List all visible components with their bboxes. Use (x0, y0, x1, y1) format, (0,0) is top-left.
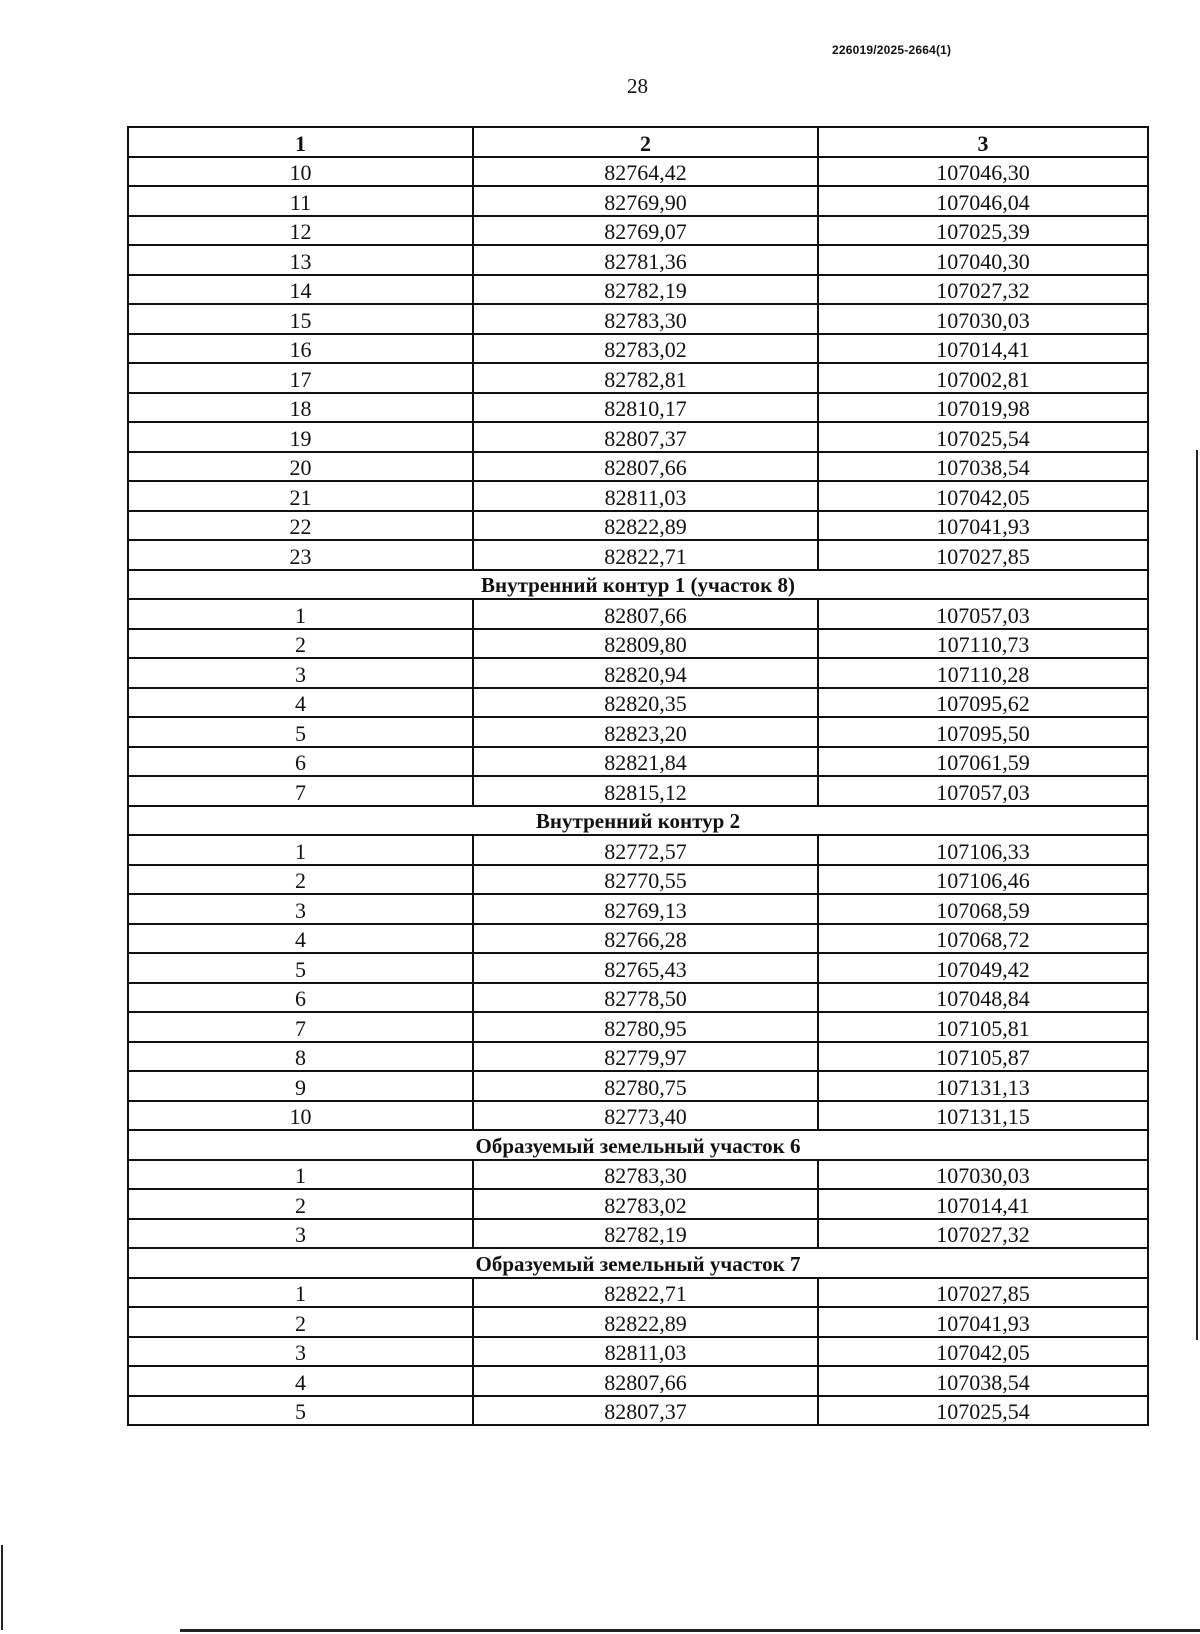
point-number-cell: 10 (128, 157, 473, 187)
x-coordinate-cell: 82765,43 (473, 953, 818, 983)
x-coordinate-cell: 82770,55 (473, 865, 818, 895)
point-number-cell: 19 (128, 422, 473, 452)
point-number-cell: 3 (128, 1219, 473, 1249)
table-row (128, 865, 1148, 895)
point-number-cell: 1 (128, 599, 473, 629)
scan-bottom-edge (180, 1629, 1200, 1632)
table-row (128, 304, 1148, 334)
table-row (128, 540, 1148, 570)
x-coordinate-cell: 82807,66 (473, 452, 818, 482)
point-number-cell: 5 (128, 717, 473, 747)
section-title: Образуемый земельный участок 6 (128, 1130, 1148, 1160)
table-row (128, 1366, 1148, 1396)
y-coordinate-cell: 107110,28 (818, 658, 1148, 688)
point-number-cell: 3 (128, 1337, 473, 1367)
section-row (128, 570, 1148, 600)
y-coordinate-cell: 107068,59 (818, 894, 1148, 924)
y-coordinate-cell: 107110,73 (818, 629, 1148, 659)
y-coordinate-cell: 107038,54 (818, 1366, 1148, 1396)
x-coordinate-cell: 82821,84 (473, 747, 818, 777)
point-number-cell: 7 (128, 776, 473, 806)
table-row (128, 1337, 1148, 1367)
point-number-cell: 17 (128, 363, 473, 393)
header-row (128, 127, 1148, 157)
x-coordinate-cell: 82772,57 (473, 835, 818, 865)
table-row (128, 1396, 1148, 1426)
x-coordinate-cell: 82782,19 (473, 275, 818, 305)
x-coordinate-cell: 82766,28 (473, 924, 818, 954)
point-number-cell: 18 (128, 393, 473, 423)
y-coordinate-cell: 107042,05 (818, 481, 1148, 511)
x-coordinate-cell: 82769,90 (473, 186, 818, 216)
table-row (128, 924, 1148, 954)
y-coordinate-cell: 107038,54 (818, 452, 1148, 482)
table-row (128, 1278, 1148, 1308)
point-number-cell: 2 (128, 865, 473, 895)
x-coordinate-cell: 82815,12 (473, 776, 818, 806)
table-row (128, 1219, 1148, 1249)
table-row (128, 186, 1148, 216)
table-row (128, 511, 1148, 541)
y-coordinate-cell: 107025,39 (818, 216, 1148, 246)
section-row (128, 806, 1148, 836)
x-coordinate-cell: 82807,66 (473, 599, 818, 629)
y-coordinate-cell: 107041,93 (818, 511, 1148, 541)
section-title: Внутренний контур 2 (128, 806, 1148, 836)
point-number-cell: 1 (128, 1160, 473, 1190)
y-coordinate-cell: 107027,32 (818, 1219, 1148, 1249)
y-coordinate-cell: 107061,59 (818, 747, 1148, 777)
point-number-cell: 22 (128, 511, 473, 541)
point-number-cell: 4 (128, 1366, 473, 1396)
point-number-cell: 8 (128, 1042, 473, 1072)
y-coordinate-cell: 107048,84 (818, 983, 1148, 1013)
table-row (128, 157, 1148, 187)
y-coordinate-cell: 107025,54 (818, 1396, 1148, 1426)
column-header-3: 3 (818, 127, 1148, 157)
x-coordinate-cell: 82822,71 (473, 1278, 818, 1308)
table-row (128, 245, 1148, 275)
x-coordinate-cell: 82778,50 (473, 983, 818, 1013)
x-coordinate-cell: 82780,95 (473, 1012, 818, 1042)
y-coordinate-cell: 107002,81 (818, 363, 1148, 393)
y-coordinate-cell: 107057,03 (818, 599, 1148, 629)
table-row (128, 1160, 1148, 1190)
x-coordinate-cell: 82807,37 (473, 1396, 818, 1426)
y-coordinate-cell: 107030,03 (818, 1160, 1148, 1190)
point-number-cell: 7 (128, 1012, 473, 1042)
point-number-cell: 2 (128, 1307, 473, 1337)
x-coordinate-cell: 82779,97 (473, 1042, 818, 1072)
table-header (128, 127, 1148, 157)
table-body (128, 157, 1148, 1426)
x-coordinate-cell: 82822,89 (473, 1307, 818, 1337)
section-title: Внутренний контур 1 (участок 8) (128, 570, 1148, 600)
table-row (128, 275, 1148, 305)
point-number-cell: 9 (128, 1071, 473, 1101)
y-coordinate-cell: 107014,41 (818, 1189, 1148, 1219)
point-number-cell: 5 (128, 953, 473, 983)
y-coordinate-cell: 107014,41 (818, 334, 1148, 364)
y-coordinate-cell: 107131,15 (818, 1101, 1148, 1131)
page-number: 28 (627, 74, 648, 98)
point-number-cell: 12 (128, 216, 473, 246)
point-number-cell: 1 (128, 1278, 473, 1308)
point-number-cell: 21 (128, 481, 473, 511)
table-row (128, 1189, 1148, 1219)
document-id: 226019/2025-2664(1) (832, 43, 952, 57)
scan-edge-mark-right (1196, 450, 1198, 1340)
x-coordinate-cell: 82807,37 (473, 422, 818, 452)
table-row (128, 1042, 1148, 1072)
x-coordinate-cell: 82811,03 (473, 481, 818, 511)
point-number-cell: 6 (128, 983, 473, 1013)
x-coordinate-cell: 82809,80 (473, 629, 818, 659)
table-row (128, 835, 1148, 865)
point-number-cell: 16 (128, 334, 473, 364)
point-number-cell: 3 (128, 658, 473, 688)
point-number-cell: 4 (128, 688, 473, 718)
table-row (128, 953, 1148, 983)
table-row (128, 334, 1148, 364)
table-row (128, 481, 1148, 511)
y-coordinate-cell: 107105,87 (818, 1042, 1148, 1072)
section-row (128, 1248, 1148, 1278)
scan-edge-mark-left (1, 1545, 3, 1630)
table-row (128, 363, 1148, 393)
table-row (128, 216, 1148, 246)
x-coordinate-cell: 82769,07 (473, 216, 818, 246)
y-coordinate-cell: 107027,32 (818, 275, 1148, 305)
section-title: Образуемый земельный участок 7 (128, 1248, 1148, 1278)
y-coordinate-cell: 107046,04 (818, 186, 1148, 216)
x-coordinate-cell: 82780,75 (473, 1071, 818, 1101)
table-row (128, 658, 1148, 688)
table-row (128, 688, 1148, 718)
point-number-cell: 1 (128, 835, 473, 865)
table-row (128, 1307, 1148, 1337)
y-coordinate-cell: 107046,30 (818, 157, 1148, 187)
y-coordinate-cell: 107027,85 (818, 1278, 1148, 1308)
table-row (128, 776, 1148, 806)
point-number-cell: 6 (128, 747, 473, 777)
x-coordinate-cell: 82764,42 (473, 157, 818, 187)
y-coordinate-cell: 107030,03 (818, 304, 1148, 334)
x-coordinate-cell: 82807,66 (473, 1366, 818, 1396)
y-coordinate-cell: 107095,62 (818, 688, 1148, 718)
y-coordinate-cell: 107025,54 (818, 422, 1148, 452)
x-coordinate-cell: 82783,30 (473, 304, 818, 334)
y-coordinate-cell: 107040,30 (818, 245, 1148, 275)
coordinates-table (127, 126, 1149, 1426)
column-header-1: 1 (128, 127, 473, 157)
y-coordinate-cell: 107106,33 (818, 835, 1148, 865)
point-number-cell: 13 (128, 245, 473, 275)
y-coordinate-cell: 107019,98 (818, 393, 1148, 423)
x-coordinate-cell: 82822,71 (473, 540, 818, 570)
point-number-cell: 5 (128, 1396, 473, 1426)
x-coordinate-cell: 82782,19 (473, 1219, 818, 1249)
column-header-2: 2 (473, 127, 818, 157)
y-coordinate-cell: 107041,93 (818, 1307, 1148, 1337)
x-coordinate-cell: 82781,36 (473, 245, 818, 275)
point-number-cell: 11 (128, 186, 473, 216)
table-row (128, 629, 1148, 659)
y-coordinate-cell: 107106,46 (818, 865, 1148, 895)
x-coordinate-cell: 82820,35 (473, 688, 818, 718)
y-coordinate-cell: 107105,81 (818, 1012, 1148, 1042)
point-number-cell: 23 (128, 540, 473, 570)
x-coordinate-cell: 82810,17 (473, 393, 818, 423)
y-coordinate-cell: 107057,03 (818, 776, 1148, 806)
point-number-cell: 14 (128, 275, 473, 305)
point-number-cell: 10 (128, 1101, 473, 1131)
y-coordinate-cell: 107068,72 (818, 924, 1148, 954)
table-row (128, 894, 1148, 924)
x-coordinate-cell: 82811,03 (473, 1337, 818, 1367)
table-row (128, 422, 1148, 452)
x-coordinate-cell: 82820,94 (473, 658, 818, 688)
table-row (128, 599, 1148, 629)
table-row (128, 452, 1148, 482)
table-row (128, 983, 1148, 1013)
table-row (128, 1101, 1148, 1131)
y-coordinate-cell: 107049,42 (818, 953, 1148, 983)
point-number-cell: 20 (128, 452, 473, 482)
point-number-cell: 2 (128, 1189, 473, 1219)
x-coordinate-cell: 82782,81 (473, 363, 818, 393)
x-coordinate-cell: 82769,13 (473, 894, 818, 924)
y-coordinate-cell: 107027,85 (818, 540, 1148, 570)
table-row (128, 1071, 1148, 1101)
point-number-cell: 4 (128, 924, 473, 954)
y-coordinate-cell: 107042,05 (818, 1337, 1148, 1367)
x-coordinate-cell: 82773,40 (473, 1101, 818, 1131)
point-number-cell: 15 (128, 304, 473, 334)
section-row (128, 1130, 1148, 1160)
x-coordinate-cell: 82783,02 (473, 334, 818, 364)
y-coordinate-cell: 107131,13 (818, 1071, 1148, 1101)
table-row (128, 717, 1148, 747)
x-coordinate-cell: 82783,02 (473, 1189, 818, 1219)
x-coordinate-cell: 82783,30 (473, 1160, 818, 1190)
x-coordinate-cell: 82823,20 (473, 717, 818, 747)
x-coordinate-cell: 82822,89 (473, 511, 818, 541)
y-coordinate-cell: 107095,50 (818, 717, 1148, 747)
point-number-cell: 3 (128, 894, 473, 924)
table-row (128, 1012, 1148, 1042)
point-number-cell: 2 (128, 629, 473, 659)
table-row (128, 747, 1148, 777)
table-row (128, 393, 1148, 423)
